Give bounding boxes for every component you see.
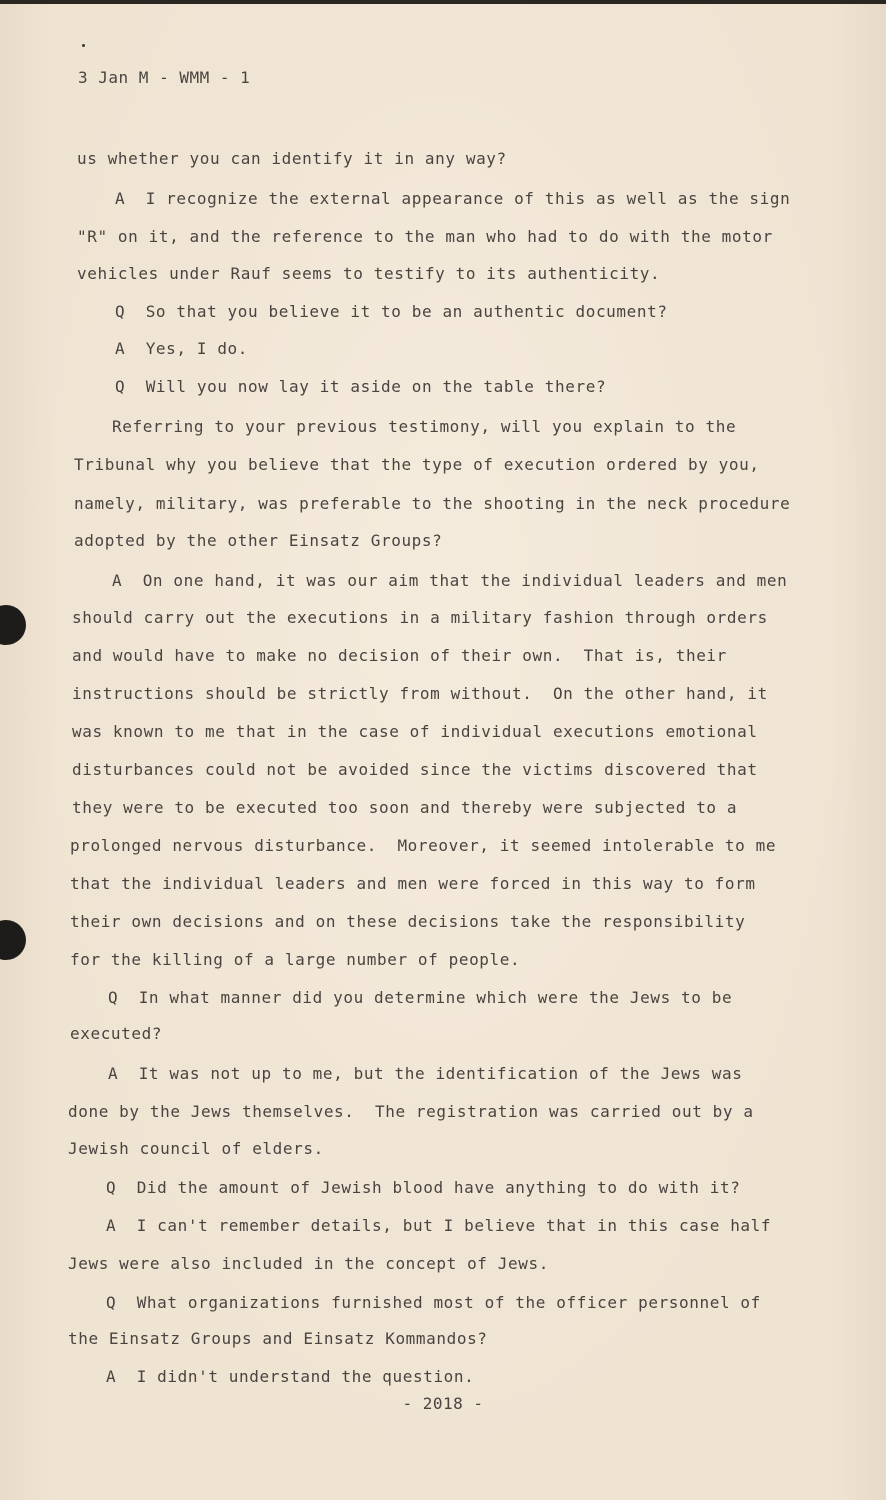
- text-line: Q Did the amount of Jewish blood have anything to do with it?: [106, 1178, 741, 1197]
- text-line: was known to me that in the case of individual executions emotional: [72, 722, 758, 741]
- ink-mark: [82, 44, 85, 47]
- text-line: prolonged nervous disturbance. Moreover, it seemed intolerable to me: [70, 836, 777, 855]
- text-line: A I didn't understand the question.: [106, 1367, 475, 1386]
- page-number: - 2018 -: [402, 1394, 484, 1413]
- text-line: A I can't remember details, but I believe that in this case half: [106, 1216, 772, 1235]
- text-line: Jewish council of elders.: [68, 1139, 324, 1158]
- text-line: they were to be executed too soon and thereby were subjected to a: [72, 798, 738, 817]
- binder-hole-upper: [0, 605, 26, 645]
- text-line: A I recognize the external appearance of this as well as the sign: [115, 189, 791, 208]
- text-line: A It was not up to me, but the identification of the Jews was: [108, 1064, 743, 1083]
- text-line: and would have to make no decision of their own. That is, their: [72, 646, 727, 665]
- text-line: disturbances could not be avoided since the victims discovered that: [72, 760, 758, 779]
- text-line: done by the Jews themselves. The registration was carried out by a: [68, 1102, 754, 1121]
- binder-hole-lower: [0, 920, 26, 960]
- text-line: that the individual leaders and men were forced in this way to form: [70, 874, 756, 893]
- text-line: Q So that you believe it to be an authentic document?: [115, 302, 668, 321]
- text-line: Q What organizations furnished most of the officer personnel of: [106, 1293, 761, 1312]
- text-line: Q Will you now lay it aside on the table there?: [115, 377, 607, 396]
- text-line: "R" on it, and the reference to the man who had to do with the motor: [77, 227, 773, 246]
- text-line: Q In what manner did you determine which were the Jews to be: [108, 988, 733, 1007]
- text-line: us whether you can identify it in any way?: [77, 149, 507, 168]
- text-line: for the killing of a large number of people.: [70, 950, 521, 969]
- text-line: their own decisions and on these decisions take the responsibility: [70, 912, 746, 931]
- text-line: the Einsatz Groups and Einsatz Kommandos?: [68, 1329, 488, 1348]
- text-line: Tribunal why you believe that the type of execution ordered by you,: [74, 455, 760, 474]
- text-line: vehicles under Rauf seems to testify to its authenticity.: [77, 264, 661, 283]
- text-line: Jews were also included in the concept of Jews.: [68, 1254, 549, 1273]
- text-line: should carry out the executions in a military fashion through orders: [72, 608, 768, 627]
- text-line: A Yes, I do.: [115, 339, 249, 358]
- text-line: instructions should be strictly from without. On the other hand, it: [72, 684, 768, 703]
- text-line: namely, military, was preferable to the shooting in the neck procedure: [74, 494, 791, 513]
- page-header: 3 Jan M - WMM - 1: [78, 68, 251, 87]
- text-line: adopted by the other Einsatz Groups?: [74, 531, 443, 550]
- text-line: executed?: [70, 1024, 163, 1043]
- text-line: A On one hand, it was our aim that the individual leaders and men: [112, 571, 788, 590]
- text-line: Referring to your previous testimony, will you explain to the: [112, 417, 737, 436]
